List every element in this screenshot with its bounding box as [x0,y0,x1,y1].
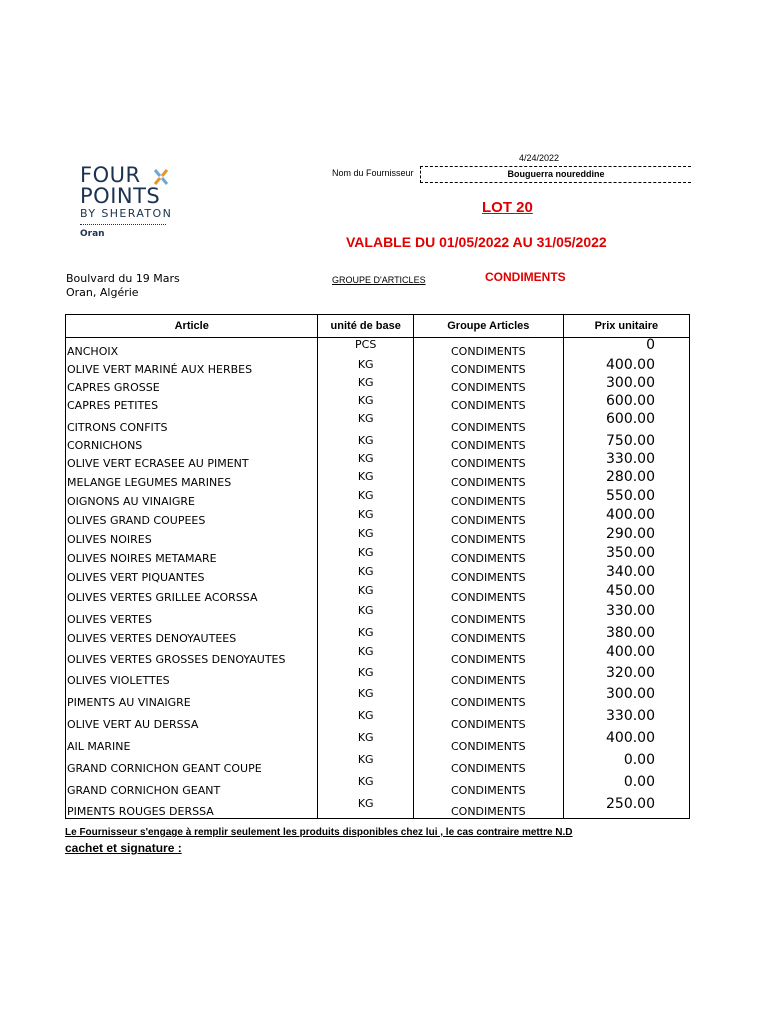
unit-cell: KG [318,666,413,687]
unit-cell: KG [318,565,413,584]
unit-cell: KG [318,687,413,709]
unit-cell: KG [318,376,413,394]
price-cell: 280.00 [563,470,689,489]
price-cell: 550.00 [563,489,689,508]
logo-subtitle: BY SHERATON [80,207,173,220]
group-cell: CONDIMENTS [413,394,563,412]
group-cell: CONDIMENTS [413,626,563,645]
price-cell: 330.00 [563,709,689,731]
logo-line-2: POINTS [80,184,161,208]
price-cell: 400.00 [563,731,689,753]
table-row [66,753,690,775]
group-cell: CONDIMENTS [413,508,563,527]
group-cell: CONDIMENTS [413,604,563,626]
article-cell: OLIVES GRAND COUPEES [66,508,318,527]
price-cell: 300.00 [563,376,689,394]
article-cell: OIGNONS AU VINAIGRE [66,489,318,508]
table-row [66,666,690,687]
price-cell: 300.00 [563,687,689,709]
group-cell: CONDIMENTS [413,434,563,452]
table-row [66,358,690,376]
unit-cell: KG [318,797,413,819]
price-cell: 600.00 [563,412,689,434]
unit-cell: KG [318,604,413,626]
group-label: GROUPE D'ARTICLES [332,275,426,285]
price-cell: 380.00 [563,626,689,645]
article-cell: OLIVES NOIRES [66,527,318,546]
hotel-logo [80,165,180,255]
header-price: Prix unitaire [563,315,689,338]
article-cell: CAPRES GROSSE [66,376,318,394]
group-cell: CONDIMENTS [413,412,563,434]
price-cell: 350.00 [563,546,689,565]
table-row [66,470,690,489]
table-row [66,797,690,819]
price-cell: 290.00 [563,527,689,546]
document-date: 4/24/2022 [519,153,560,163]
group-cell: CONDIMENTS [413,731,563,753]
table-row [66,508,690,527]
header-article: Article [66,315,318,338]
price-cell: 250.00 [563,797,689,819]
table-row [66,626,690,645]
validity-period: VALABLE DU 01/05/2022 AU 31/05/2022 [346,234,607,250]
unit-cell: KG [318,546,413,565]
group-cell: CONDIMENTS [413,376,563,394]
article-cell: OLIVES VIOLETTES [66,666,318,687]
unit-cell: KG [318,709,413,731]
article-cell: OLIVES VERT PIQUANTES [66,565,318,584]
article-cell: GRAND CORNICHON GEANT [66,775,318,797]
article-cell: OLIVES VERTES DENOYAUTEES [66,626,318,645]
group-cell: CONDIMENTS [413,666,563,687]
group-cell: CONDIMENTS [413,753,563,775]
price-cell: 600.00 [563,394,689,412]
table-row [66,376,690,394]
lot-title: LOT 20 [482,199,533,216]
price-cell: 0 [563,338,689,358]
unit-cell: KG [318,584,413,604]
table-row [66,527,690,546]
article-cell: OLIVES VERTES GRILLEE ACORSSA [66,584,318,604]
group-cell: CONDIMENTS [413,775,563,797]
group-cell: CONDIMENTS [413,358,563,376]
group-cell: CONDIMENTS [413,584,563,604]
article-cell: OLIVE VERT MARINÉ AUX HERBES [66,358,318,376]
table-row [66,434,690,452]
address-line-1: Boulvard du 19 Mars [66,272,180,285]
unit-cell: KG [318,645,413,666]
article-cell: OLIVE VERT AU DERSSA [66,709,318,731]
price-cell: 400.00 [563,508,689,527]
logo-x-icon [154,169,168,185]
stamp-signature-label: cachet et signature : [65,841,182,855]
table-row [66,709,690,731]
table-row [66,565,690,584]
price-cell: 320.00 [563,666,689,687]
group-cell: CONDIMENTS [413,338,563,358]
logo-divider [80,224,166,225]
price-cell: 330.00 [563,604,689,626]
logo-city: Oran [80,229,105,239]
price-cell: 450.00 [563,584,689,604]
unit-cell: KG [318,358,413,376]
article-cell: CITRONS CONFITS [66,412,318,434]
unit-cell: KG [318,452,413,470]
unit-cell: KG [318,434,413,452]
header-unit: unité de base [318,315,413,338]
group-cell: CONDIMENTS [413,565,563,584]
supplier-name: Bouguerra noureddine [507,169,605,179]
table-row [66,645,690,666]
unit-cell: KG [318,527,413,546]
unit-cell: KG [318,753,413,775]
address-line-2: Oran, Algérie [66,286,139,299]
article-cell: OLIVES VERTES GROSSES DENOYAUTES [66,645,318,666]
unit-cell: KG [318,626,413,645]
price-cell: 0.00 [563,775,689,797]
price-cell: 750.00 [563,434,689,452]
article-cell: GRAND CORNICHON GEANT COUPE [66,753,318,775]
price-cell: 0.00 [563,753,689,775]
group-cell: CONDIMENTS [413,452,563,470]
article-cell: MELANGE LEGUMES MARINES [66,470,318,489]
unit-cell: PCS [318,338,413,358]
article-cell: CORNICHONS [66,434,318,452]
unit-cell: KG [318,394,413,412]
table-row [66,775,690,797]
supplier-commitment-note: Le Fournisseur s'engage à remplir seulement les produits disponibles chez lui , le cas contraire mettre N.D [65,827,573,838]
table-row [66,687,690,709]
unit-cell: KG [318,775,413,797]
supplier-label: Nom du Fournisseur [332,168,414,178]
supplier-field [420,166,691,183]
article-cell: ANCHOIX [66,338,318,358]
table-row [66,731,690,753]
group-cell: CONDIMENTS [413,645,563,666]
logo-line-1: FOUR [80,163,141,187]
article-cell: OLIVES VERTES [66,604,318,626]
group-cell: CONDIMENTS [413,489,563,508]
table-row [66,338,690,358]
table-row [66,604,690,626]
article-cell: PIMENTS AU VINAIGRE [66,687,318,709]
table-row [66,546,690,565]
group-cell: CONDIMENTS [413,709,563,731]
price-cell: 400.00 [563,358,689,376]
unit-cell: KG [318,731,413,753]
table-row [66,584,690,604]
table-row [66,412,690,434]
article-cell: OLIVES NOIRES METAMARE [66,546,318,565]
header-group: Groupe Articles [413,315,563,338]
price-cell: 330.00 [563,452,689,470]
unit-cell: KG [318,470,413,489]
group-cell: CONDIMENTS [413,470,563,489]
group-cell: CONDIMENTS [413,797,563,819]
article-cell: PIMENTS ROUGES DERSSA [66,797,318,819]
unit-cell: KG [318,489,413,508]
group-value: CONDIMENTS [485,270,566,284]
price-table [65,314,690,819]
price-cell: 400.00 [563,645,689,666]
table-row [66,452,690,470]
article-cell: CAPRES PETITES [66,394,318,412]
table-body [66,338,690,819]
price-cell: 340.00 [563,565,689,584]
table-row [66,489,690,508]
unit-cell: KG [318,508,413,527]
article-cell: AIL MARINE [66,731,318,753]
table-row [66,394,690,412]
unit-cell: KG [318,412,413,434]
group-cell: CONDIMENTS [413,527,563,546]
address-block [66,272,180,300]
table-header-row [66,315,690,338]
article-cell: OLIVE VERT ECRASEE AU PIMENT [66,452,318,470]
group-cell: CONDIMENTS [413,546,563,565]
group-cell: CONDIMENTS [413,687,563,709]
